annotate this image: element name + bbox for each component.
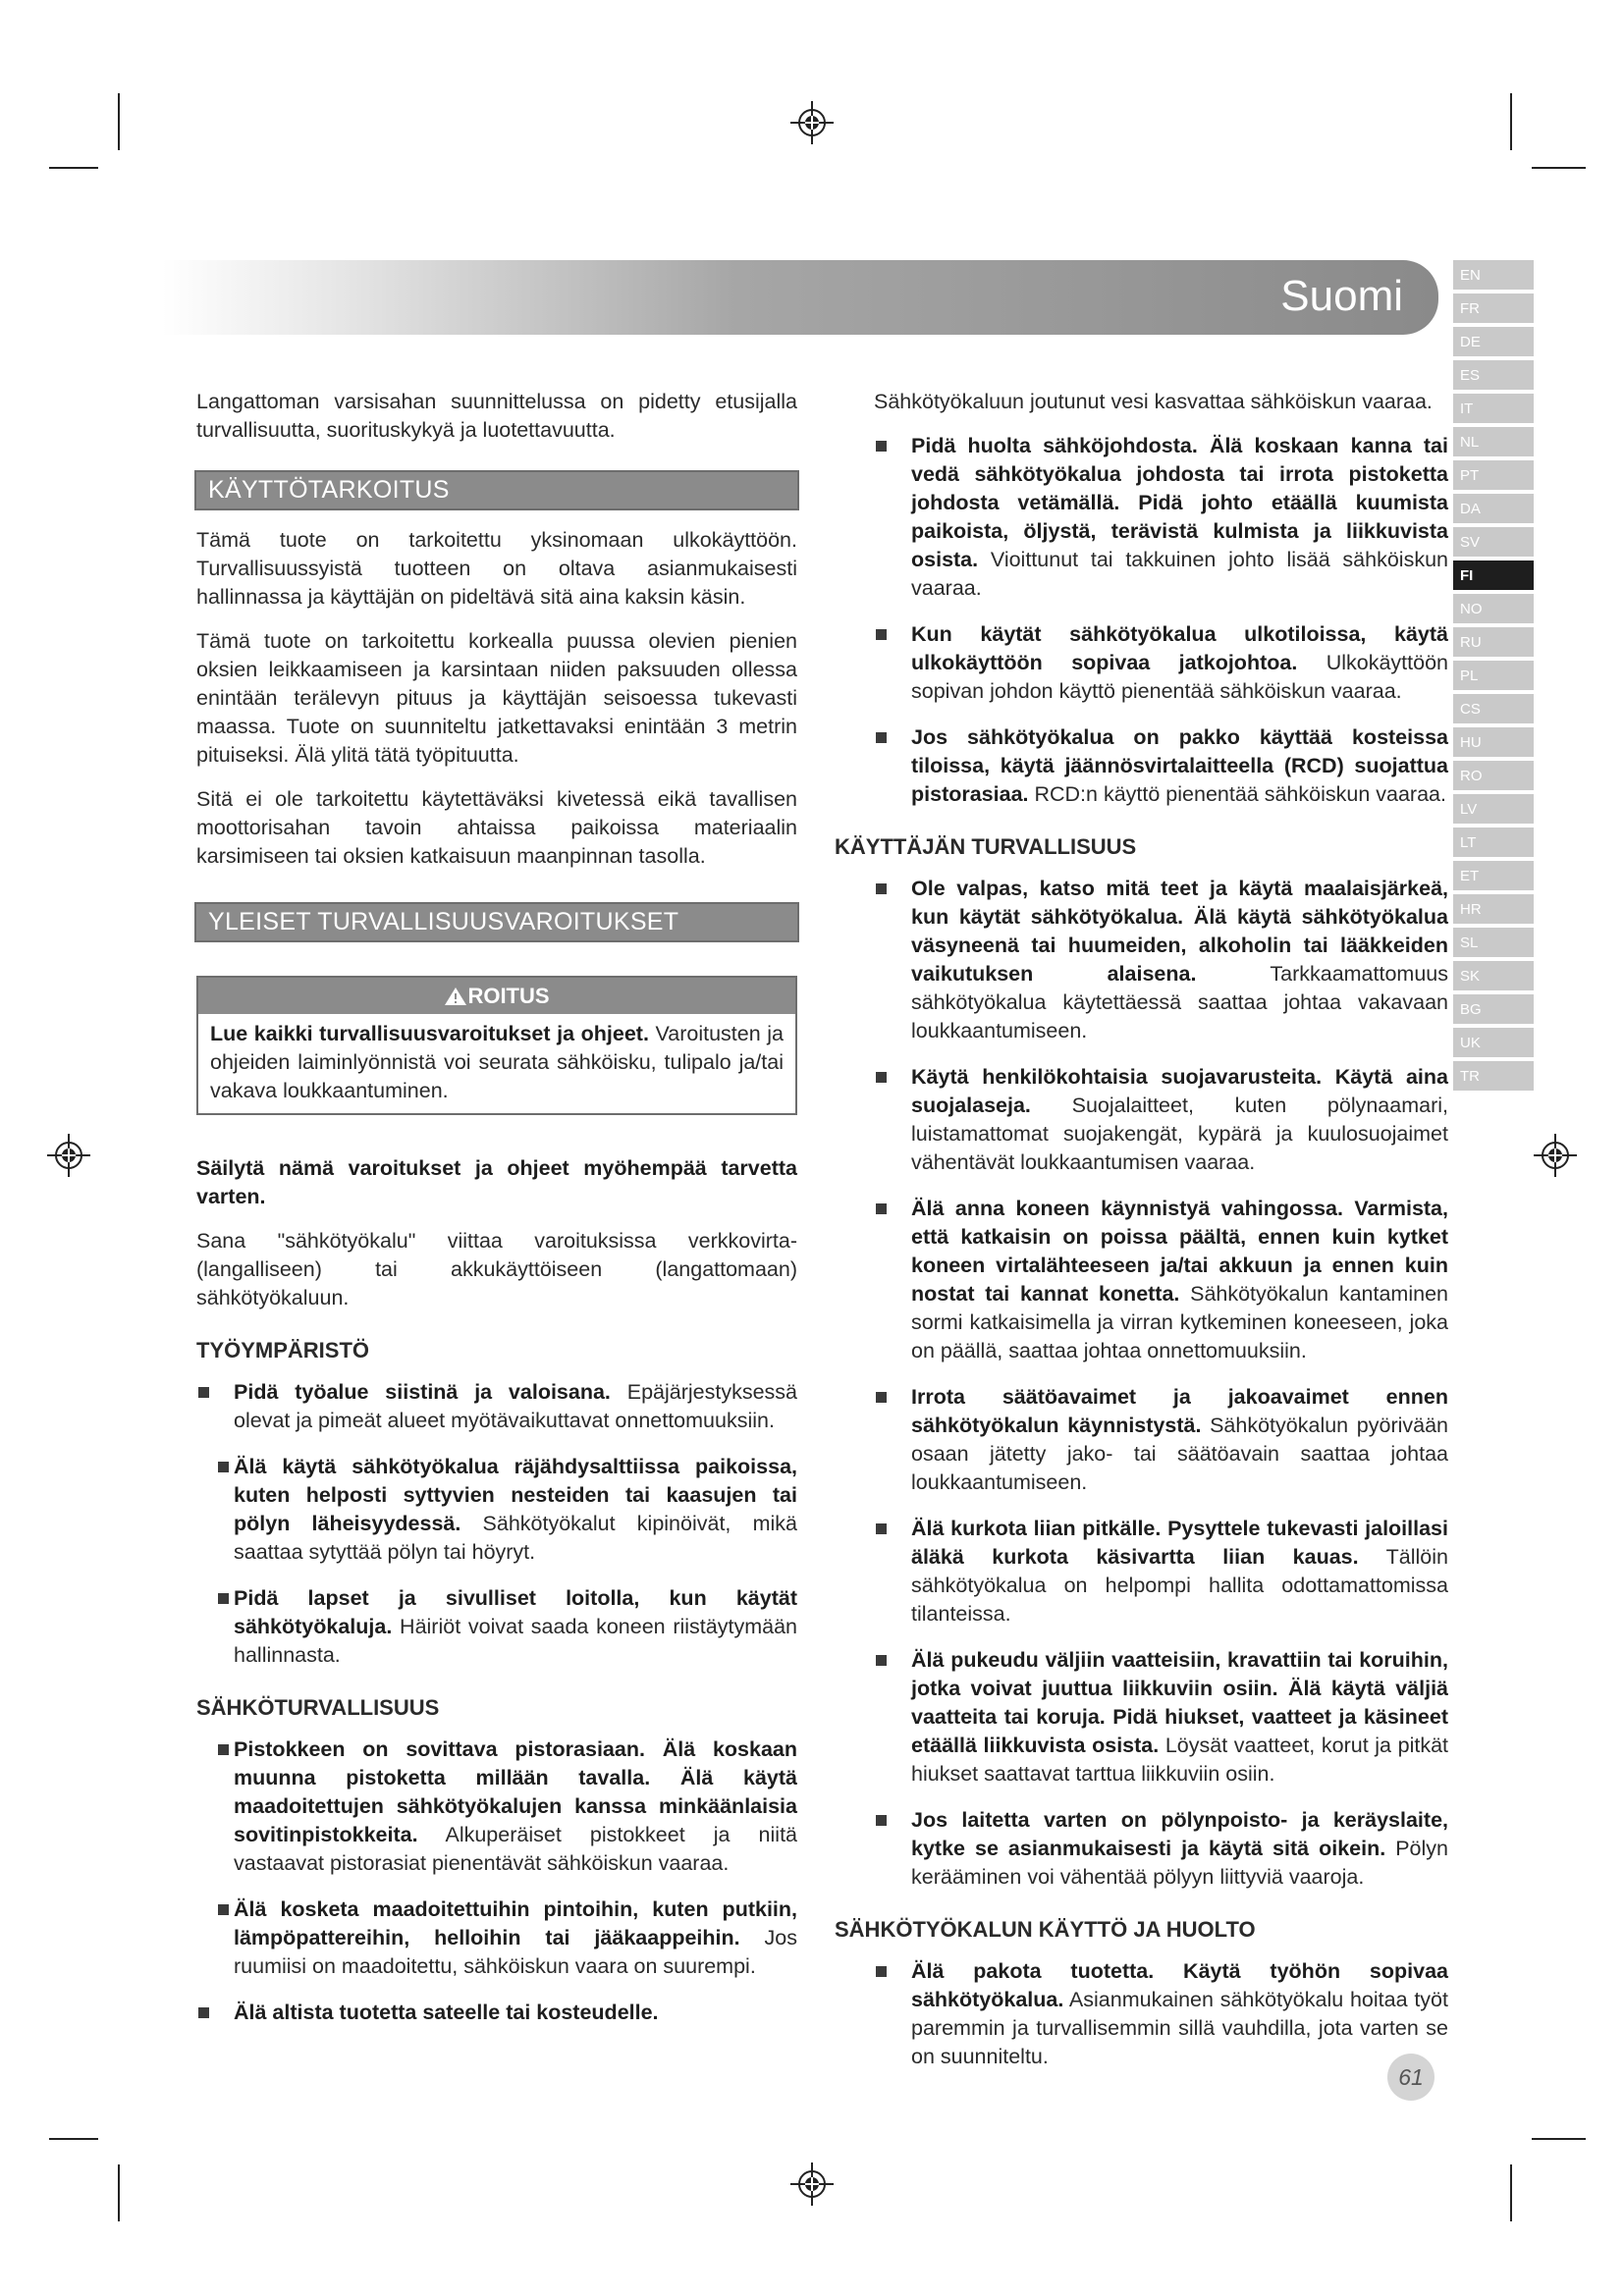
item-bold: Jos laitetta varten on pölynpoisto- ja keräyslaite, kytke se asianmukaisesti ja käytä sitä oikein. <box>911 1808 1448 1860</box>
list-item <box>874 1383 1448 1497</box>
crop-mark <box>1532 2138 1586 2140</box>
language-tab[interactable]: PL <box>1453 661 1534 690</box>
language-tab[interactable]: BG <box>1453 994 1534 1024</box>
bullet-icon <box>218 1904 229 1915</box>
language-tab[interactable]: HR <box>1453 894 1534 924</box>
item-text: Pölyn kerääminen voi vähentää pölyyn liittyviä vaaroja. <box>911 1837 1448 1889</box>
registration-mark-icon <box>47 1134 90 1177</box>
warning-header <box>198 978 795 1014</box>
header-band <box>162 260 1438 335</box>
item-bold: Älä kosketa maadoitettuihin pintoihin, kuten putkiin, lämpöpattereihin, helloihin tai jääkaappeihin. <box>234 1897 797 1949</box>
section-heading: KÄYTTÖTARKOITUS <box>196 472 797 508</box>
list-item <box>196 1896 797 1981</box>
crop-mark <box>1532 167 1586 169</box>
language-tab[interactable]: DA <box>1453 494 1534 523</box>
crop-mark <box>1510 2164 1512 2221</box>
warning-box <box>196 976 797 1115</box>
item-bold: Pidä lapset ja sivulliset loitolla, kun käytät sähkötyökaluja. <box>234 1586 797 1638</box>
subsection-heading: SÄHKÖTYÖKALUN KÄYTTÖ JA HUOLTO <box>835 1917 1256 1942</box>
intro-paragraph: Langattoman varsisahan suunnittelussa on pidetty etusijalla turvallisuutta, suorituskykyä ja luotettavuutta. <box>196 390 797 442</box>
item-bold: Älä käytä sähkötyökalua räjähdysalttiissa paikoissa, kuten helposti syttyvien nesteiden tai kaasujen tai pölyn läheisyydessä. <box>234 1455 797 1535</box>
bullet-icon <box>876 1815 887 1826</box>
bullet-icon <box>876 1966 887 1977</box>
item-text: Sähkötyökalun pyörivään osaan jätetty jako- tai säätöavain saattaa johtaa loukkaantumiseen. <box>911 1414 1449 1494</box>
crop-mark <box>1510 93 1512 150</box>
item-bold: Älä kurkota liian pitkälle. Pysyttele tukevasti jaloillasi äläkä kurkota käsivartta liian kauas. <box>911 1517 1448 1569</box>
warning-text: Varoitusten ja ohjeiden laiminlyönnistä voi seurata sähköisku, tulipalo ja/tai vakava loukkaantuminen. <box>210 1022 784 1102</box>
page-number: 61 <box>1387 2054 1435 2101</box>
bullet-icon <box>876 1655 887 1666</box>
list-item <box>196 1999 797 2027</box>
language-tab[interactable]: DE <box>1453 327 1534 356</box>
bullet-icon <box>218 1593 229 1604</box>
item-bold: Pidä huolta sähköjohdosta. Älä koskaan kanna tai vedä sähkötyökalua johdosta tai irrota pistoketta johdosta vetämällä. Pidä johto etäällä kuumista paikoista, öljystä, terävistä kulmista ja liikkuvista osista. <box>911 434 1448 571</box>
item-text: Suojalaitteet, kuten pölynaamari, luistamattomat suojakengät, kypärä ja kuulosuojaimet vähentävät loukkaantumisen vaaraa. <box>911 1094 1448 1174</box>
list-item <box>874 432 1448 603</box>
subsection-heading: KÄYTTÄJÄN TURVALLISUUS <box>835 834 1137 859</box>
crop-mark <box>49 167 98 169</box>
language-tab[interactable]: NO <box>1453 594 1534 623</box>
item-bold: Älä pakota tuotetta. Käytä työhön sopivaa sähkötyökalua. <box>911 1959 1448 2011</box>
list-item <box>874 1806 1448 1892</box>
warning-bold-text: Lue kaikki turvallisuusvaroitukset ja ohjeet. <box>210 1022 649 1045</box>
term-definition: Sana "sähkötyökalu" viittaa varoituksissa verkkovirta-(langalliseen) tai akkukäyttöiseen (langattomaan) sähkötyökaluun. <box>196 1229 797 1309</box>
language-tab[interactable]: LT <box>1453 828 1534 857</box>
item-text: Sähkötyökalun kantaminen sormi katkaisimella ja virran kytkeminen koneeseen, joka on päällä, saattaa johtaa onnettomuuksiin. <box>911 1282 1448 1362</box>
page-title: Suomi <box>1280 272 1403 320</box>
list-item <box>874 620 1448 706</box>
language-tab[interactable]: IT <box>1453 394 1534 423</box>
item-bold: Pidä työalue siistinä ja valoisana. <box>234 1380 611 1404</box>
language-tab[interactable]: UK <box>1453 1028 1534 1057</box>
language-tabs <box>1453 260 1534 1095</box>
item-text: Sähkötyökalut kipinöivät, mikä saattaa sytyttää pölyn tai höyryt. <box>234 1512 798 1564</box>
language-tab[interactable]: RO <box>1453 761 1534 790</box>
list-item <box>196 1584 797 1670</box>
language-tab[interactable]: ET <box>1453 861 1534 890</box>
paragraph: Tämä tuote on tarkoitettu korkealla puussa olevien pienien oksien leikkaamiseen ja karsintaan niiden paksuuden ollessa enintään terälevyn pituus ja käyttäjän seisoessa tukevasti maassa. Tuote on suunniteltu jatkettavaksi enintään 3 metrin pituiseksi. Älä ylitä tätä työpituutta. <box>196 629 797 767</box>
crop-mark <box>49 2138 98 2140</box>
language-tab[interactable]: NL <box>1453 427 1534 456</box>
item-bold: Jos sähkötyökalua on pakko käyttää kosteissa tiloissa, käytä jäännösvirtalaitteella (RCD) suojattua pistorasiaa. <box>911 725 1448 806</box>
paragraph: Sitä ei ole tarkoitettu käytettäväksi kivetessä eikä tavallisen moottorisahan tavoin ahtaissa paikoissa materiaalin karsimiseen tai oksien katkaisuun maanpinnan tasolla. <box>196 787 797 868</box>
language-tab[interactable]: SL <box>1453 928 1534 957</box>
right-column <box>835 388 1449 2089</box>
language-tab[interactable]: LV <box>1453 794 1534 824</box>
list-item <box>196 1378 797 1435</box>
language-tab[interactable]: ES <box>1453 360 1534 390</box>
language-tab[interactable]: SV <box>1453 527 1534 557</box>
language-tab[interactable]: SK <box>1453 961 1534 990</box>
language-tab-active[interactable]: FI <box>1453 561 1534 590</box>
bullet-icon <box>218 1744 229 1755</box>
bullet-icon <box>198 2007 209 2018</box>
item-bold: Älä anna koneen käynnistyä vahingossa. Varmista, että katkaisin on poissa päältä, ennen kuin kytket koneen virtalähteeseen ja/tai akkuun ja ennen kuin nostat tai kannat konetta. <box>911 1197 1448 1306</box>
list-item <box>874 1515 1448 1629</box>
bullet-icon <box>198 1387 209 1398</box>
warning-label: ROITUS <box>467 984 550 1008</box>
bullet-icon <box>876 629 887 640</box>
subsection-heading: TYÖYMPÄRISTÖ <box>196 1338 370 1362</box>
language-tab[interactable]: TR <box>1453 1061 1534 1091</box>
language-tab[interactable]: EN <box>1453 260 1534 290</box>
item-bold: Älä pukeudu väljiin vaatteisiin, kravattiin tai koruihin, jotka voivat juuttua liikkuviin osiin. Älä käytä väljiä vaatteita tai koruja. Pidä hiukset, vaatteet ja käsineet etäällä liikkuvista osista. <box>911 1648 1448 1757</box>
item-text: Löysät vaatteet, korut ja pitkät hiukset saattavat tarttua liikkuviin osiin. <box>911 1734 1448 1786</box>
list-item <box>874 875 1448 1045</box>
language-tab[interactable]: FR <box>1453 294 1534 323</box>
item-text: Alkuperäiset pistokkeet ja niitä vastaavat pistorasiat pienentävät sähköiskun vaaraa. <box>234 1823 797 1875</box>
item-text: Häiriöt voivat saada koneen riistäytymään hallinnasta. <box>234 1615 797 1667</box>
bullet-icon <box>876 1072 887 1083</box>
bullet-icon <box>876 732 887 743</box>
item-text: Jos ruumiisi on maadoitettu, sähköiskun vaara on suurempi. <box>234 1926 797 1978</box>
item-bold: Irrota säätöavaimet ja jakoavaimet ennen sähkötyökalun käynnistystä. <box>911 1385 1448 1437</box>
registration-mark-icon <box>790 101 834 144</box>
language-tab[interactable]: PT <box>1453 460 1534 490</box>
language-tab[interactable]: RU <box>1453 627 1534 657</box>
list-item <box>874 1646 1448 1789</box>
bullet-icon <box>876 441 887 452</box>
section-heading: YLEISET TURVALLISUUSVAROITUKSET <box>196 904 797 940</box>
registration-mark-icon <box>790 2163 834 2206</box>
list-item <box>874 1195 1448 1365</box>
crop-mark <box>118 93 120 150</box>
bullet-icon <box>876 1523 887 1534</box>
paragraph: Sähkötyökaluun joutunut vesi kasvattaa sähköiskun vaaraa. <box>874 390 1433 413</box>
keep-instructions: Säilytä nämä varoitukset ja ohjeet myöhempää tarvetta varten. <box>196 1156 797 1208</box>
item-bold: Käytä henkilökohtaisia suojavarusteita. Käytä aina suojalaseja. <box>911 1065 1448 1117</box>
language-tab[interactable]: HU <box>1453 727 1534 757</box>
warning-triangle-icon <box>444 987 467 1006</box>
item-text: Tarkkaamattomuus sähkötyökalua käytettäessä saattaa johtaa vakavaan loukkaantumiseen. <box>911 962 1448 1042</box>
language-tab[interactable]: CS <box>1453 694 1534 723</box>
item-bold: Ole valpas, katso mitä teet ja käytä maalaisjärkeä, kun käytät sähkötyökalua. Älä käytä sähkötyökalua väsyneenä tai huumeiden, alkoholin tai lääkkeiden vaikutuksen alaisena. <box>911 877 1448 986</box>
bullet-icon <box>876 883 887 894</box>
list-item <box>196 1735 797 1878</box>
list-item <box>196 1453 797 1567</box>
paragraph: Tämä tuote on tarkoitettu yksinomaan ulkokäyttöön. Turvallisuussyistä tuotteen on oltava asianmukaisesti hallinnassa ja käyttäjän on pideltävä sitä aina kaksin käsin. <box>196 528 797 609</box>
item-text: Vioittunut tai takkuinen johto lisää sähköiskun vaaraa. <box>911 548 1448 600</box>
item-bold: Kun käytät sähkötyökalua ulkotiloissa, käytä ulkokäyttöön sopivaa jatkojohtoa. <box>911 622 1448 674</box>
item-bold: Älä altista tuotetta sateelle tai kosteudelle. <box>234 2001 659 2024</box>
warning-body <box>198 1014 795 1113</box>
item-bold: Pistokkeen on sovittava pistorasiaan. Älä koskaan muunna pistoketta millään tavalla. Älä käytä maadoitettujen sähkötyökalujen kanssa minkäänlaisia sovitinpistokkeita. <box>234 1737 797 1846</box>
bullet-icon <box>876 1392 887 1403</box>
bullet-icon <box>876 1203 887 1214</box>
item-text: RCD:n käyttö pienentää sähköiskun vaaraa. <box>1028 782 1446 806</box>
list-item <box>874 723 1448 809</box>
list-item <box>874 1063 1448 1177</box>
item-text: Epäjärjestyksessä olevat ja pimeät alueet myötävaikuttavat onnettomuuksiin. <box>234 1380 798 1432</box>
item-text: Ulkokäyttöön sopivan johdon käyttö pienentää sähköiskun vaaraa. <box>911 651 1448 703</box>
subsection-heading: SÄHKÖTURVALLISUUS <box>196 1695 440 1720</box>
item-text: Tällöin sähkötyökalua on helpompi hallita odottamattomissa tilanteissa. <box>911 1545 1449 1626</box>
list-item <box>874 1957 1448 2071</box>
crop-mark <box>118 2164 120 2221</box>
item-text: Asianmukainen sähkötyökalu hoitaa työt paremmin ja turvallisemmin sillä vauhdilla, jota varten se on suunniteltu. <box>911 1988 1448 2068</box>
bullet-icon <box>218 1462 229 1472</box>
left-column <box>196 388 797 2045</box>
registration-mark-icon <box>1534 1134 1577 1177</box>
